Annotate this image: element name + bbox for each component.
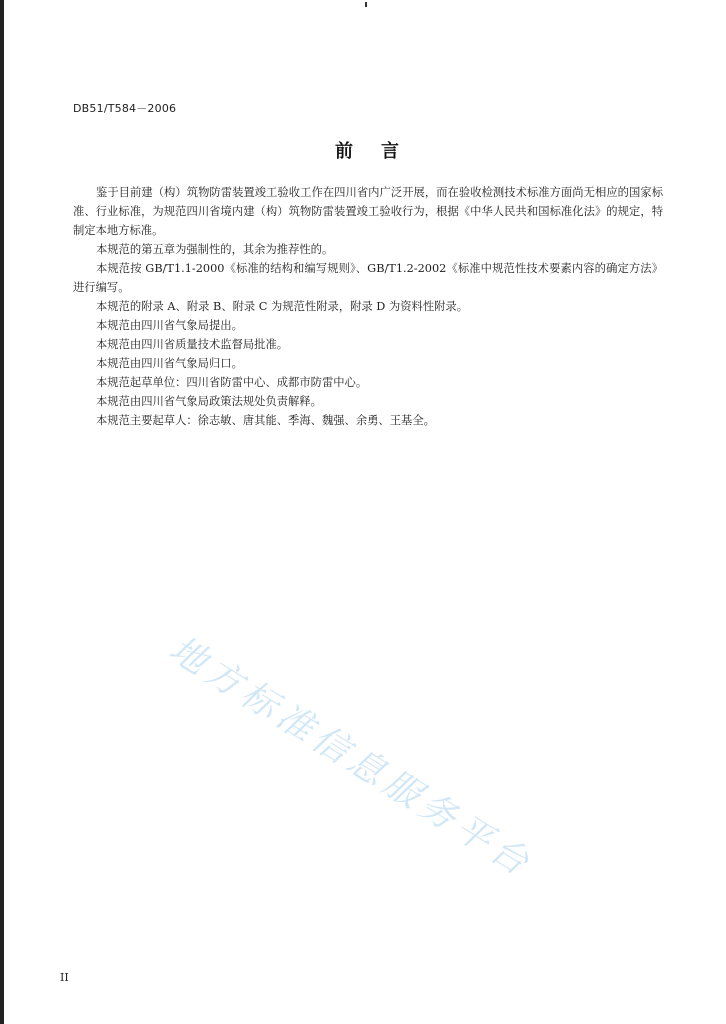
paragraph: 本规范由四川省质量技术监督局批准。	[96, 338, 289, 351]
foreword-body	[73, 183, 663, 430]
watermark-text: 地方标准信息服务平台	[162, 628, 540, 887]
paragraph: 本规范由四川省气象局提出。	[96, 319, 243, 332]
paragraph: 本规范主要起草人：徐志敏、唐其能、季海、魏强、余勇、王基全。	[96, 414, 435, 427]
paragraph: 本规范由四川省气象局归口。	[96, 357, 243, 370]
paragraph: 本规范由四川省气象局政策法规处负责解释。	[96, 395, 322, 408]
paragraph: 本规范的第五章为强制性的，其余为推荐性的。	[96, 243, 334, 256]
page-number: II	[60, 971, 69, 984]
paragraph: 本规范起草单位：四川省防雷中心、成都市防雷中心。	[96, 376, 368, 389]
page-title: 前言	[335, 141, 427, 162]
paragraph: 鉴于目前建（构）筑物防雷装置竣工验收工作在四川省内广泛开展，而在验收检测技术标准方面尚无相应的国家标准、行业标准，为规范四川省境内建（构）筑物防雷装置竣工验收行为，根据《中华人民共和国标准化法》的规定，特制定本地方标准。	[73, 186, 663, 237]
paragraph: 本规范按 GB/T1.1-2000《标准的结构和编写规则》、GB/T1.2-2002《标准中规范性技术要素内容的确定方法》进行编写。	[73, 262, 663, 294]
scan-artifact	[365, 2, 367, 7]
paragraph: 本规范的附录 A、附录 B、附录 C 为规范性附录，附录 D 为资料性附录。	[96, 300, 469, 313]
document-code: DB51/T584－2006	[73, 102, 177, 115]
